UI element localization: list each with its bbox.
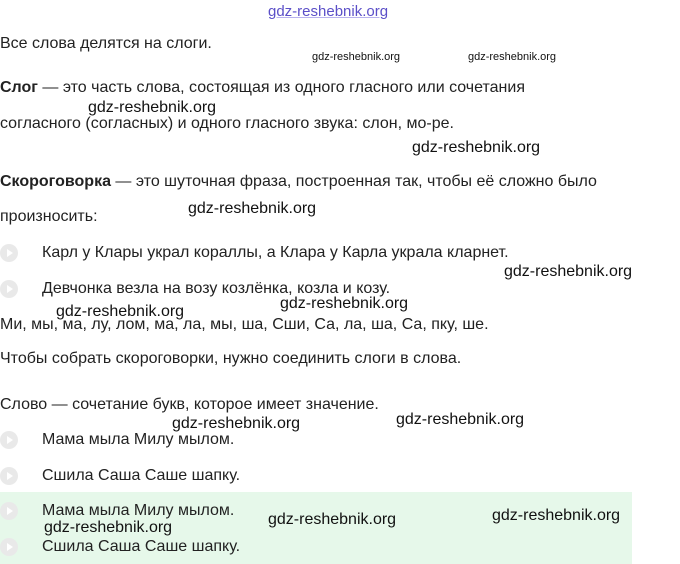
watermark: gdz-reshebnik.org [172,415,301,432]
play-bullet-icon[interactable] [0,502,18,520]
answer-sentence: Мама мыла Милу мылом. [42,502,235,519]
play-bullet-icon[interactable] [0,431,18,449]
play-bullet-icon[interactable] [0,244,18,262]
watermark: gdz-reshebnik.org [44,519,173,536]
syllable-term: Слог [0,79,38,96]
watermark: gdz-reshebnik.org [188,200,317,217]
tongue-twister-def-line2: произносить: [0,208,98,225]
word-definition: Слово — сочетание букв, которое имеет значение. [0,396,379,413]
play-bullet-icon[interactable] [0,467,18,485]
watermark: gdz-reshebnik.org [396,411,525,428]
play-bullet-icon[interactable] [0,538,18,556]
example-tongue-twister: Карл у Клары украл кораллы, а Клара у Карла украла кларнет. [42,244,509,261]
tongue-twister-term: Скороговорка [0,173,111,190]
watermark: gdz-reshebnik.org [504,263,633,280]
instruction-text: Чтобы собрать скороговорки, нужно соединить слоги в слова. [0,350,462,367]
syllable-def-part: — это часть слова, состоящая из одного гласного или сочетания [37,79,525,96]
watermark: gdz-reshebnik.org [468,51,557,63]
tongue-twister-definition [0,172,597,192]
watermark-top[interactable]: gdz-reshebnik.org [268,3,389,20]
watermark: gdz-reshebnik.org [492,507,621,524]
watermark: gdz-reshebnik.org [312,51,401,63]
syllable-definition [0,78,525,98]
answer-sentence: Сшила Саша Саше шапку. [42,538,241,555]
watermark: gdz-reshebnik.org [412,139,541,156]
watermark: gdz-reshebnik.org [268,511,397,528]
watermark: gdz-reshebnik.org [88,99,217,116]
syllable-list: Ми, мы, ма, лу, лом, ма, ла, мы, ша, Сши, Са, ла, ша, Са, пку, ше. [0,316,489,333]
example-tongue-twister: Девчонка везла на возу козлёнка, козла и козу. [42,280,391,297]
watermark: gdz-reshebnik.org [280,295,409,312]
syllable-def-line2: согласного (согласных) и одного гласного звука: слон, мо-ре. [0,115,454,132]
sentence-item: Мама мыла Милу мылом. [42,431,235,448]
play-bullet-icon[interactable] [0,280,18,298]
tongue-twister-def-part: — это шуточная фраза, построенная так, чтобы её сложно было [110,173,597,190]
watermark: gdz-reshebnik.org [56,303,185,320]
sentence-item: Сшила Саша Саше шапку. [42,467,241,484]
intro-text: Все слова делятся на слоги. [0,35,212,52]
